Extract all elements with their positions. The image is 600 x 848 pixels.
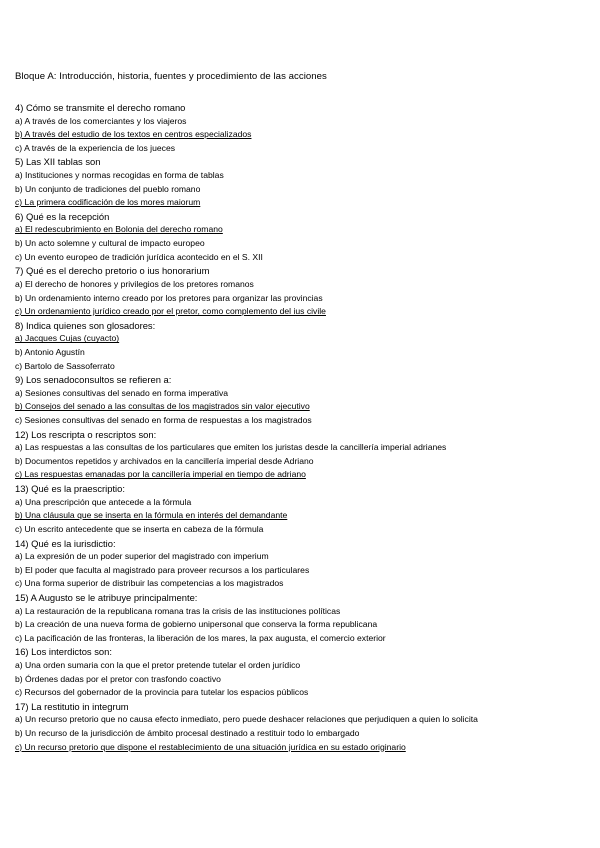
question-heading: 9) Los senadoconsultos se refieren a:: [15, 374, 172, 386]
answer-option-correct: a) Jacques Cujas (cuyacto): [15, 333, 120, 344]
answer-option: b) Documentos repetidos y archivados en la cancillería imperial desde Adriano: [15, 455, 314, 466]
answer-option: b) El poder que faculta al magistrado para proveer recursos a los particulares: [15, 564, 310, 575]
answer-option: a) Una orden sumaria con la que el pretor pretende tutelar el orden jurídico: [15, 659, 301, 670]
answer-option: a) Las respuestas a las consultas de los particulares que emiten los juristas desde la cancillería imperial adrianes: [15, 442, 447, 453]
answer-option: a) Instituciones y normas recogidas en forma de tablas: [15, 170, 224, 181]
question-heading: 5) Las XII tablas son: [15, 156, 101, 168]
answer-option-correct: b) Una cláusula que se inserta en la fórmula en interés del demandante: [15, 510, 288, 521]
question-heading: 4) Cómo se transmite el derecho romano: [15, 102, 186, 113]
question-heading: 13) Qué es la praescriptio:: [15, 483, 125, 495]
answer-option-correct: b) Consejos del senado a las consultas de los magistrados sin valor ejecutivo: [15, 401, 310, 412]
answer-option: a) Una prescripción que antecede a la fórmula: [15, 496, 192, 507]
answer-option: b) La creación de una nueva forma de gobierno unipersonal que conserva la forma republicana: [15, 619, 378, 630]
answer-option: a) La restauración de la republicana romana tras la crisis de las instituciones políticas: [15, 605, 341, 616]
answer-option-correct: a) El redescubrimiento en Bolonia del derecho romano: [15, 224, 223, 235]
question-heading: 15) A Augusto se le atribuye principalmente:: [15, 591, 198, 603]
document-title: Bloque A: Introducción, historia, fuentes y procedimiento de las acciones: [15, 71, 327, 82]
answer-option: c) Bartolo de Sassoferrato: [15, 360, 115, 371]
question-heading: 8) Indica quienes son glosadores:: [15, 319, 156, 331]
answer-option-correct: b) A través del estudio de los textos en centros especializados: [15, 129, 252, 140]
answer-option: c) Una forma superior de distribuir las competencias a los magistrados: [15, 578, 284, 589]
answer-option: a) Sesiones consultivas del senado en forma imperativa: [15, 387, 229, 398]
answer-option: b) Un acto solemne y cultural de impacto europeo: [15, 238, 205, 249]
answer-option-correct: c) Las respuestas emanadas por la cancillería imperial en tiempo de adriano: [15, 469, 306, 480]
answer-option: c) La pacificación de las fronteras, la liberación de los mares, la pax augusta, el comercio exterior: [15, 632, 386, 643]
answer-option: c) Sesiones consultivas del senado en forma de respuestas a los magistrados: [15, 415, 312, 426]
answer-option: b) Un recurso de la jurisdicción de ámbito procesal destinado a restituir todo lo embargado: [15, 728, 360, 739]
question-heading: 14) Qué es la iurisdictio:: [15, 537, 116, 549]
answer-option: c) Un escrito antecedente que se inserta en cabeza de la fórmula: [15, 523, 264, 534]
answer-option-correct: c) Un ordenamiento jurídico creado por el pretor, como complemento del ius civile: [15, 306, 326, 317]
answer-option-correct: c) La primera codificación de los mores maiorum: [15, 197, 201, 208]
question-heading: 7) Qué es el derecho pretorio o ius honorarium: [15, 265, 210, 277]
answer-option: b) Antonio Agustín: [15, 346, 85, 357]
answer-option: b) Órdenes dadas por el pretor con trasfondo coactivo: [15, 673, 221, 684]
answer-option: a) A través de los comerciantes y los viajeros: [15, 115, 187, 126]
answer-option: a) La expresión de un poder superior del magistrado con imperium: [15, 551, 269, 562]
question-heading: 12) Los rescripta o rescriptos son:: [15, 428, 157, 440]
answer-option: a) Un recurso pretorio que no causa efecto inmediato, pero puede deshacer relaciones que perjudiquen a quien lo solicita: [15, 714, 478, 725]
answer-option-correct: c) Un recurso pretorio que dispone el restablecimiento de una situación jurídica en su estado originario: [15, 741, 406, 752]
question-list: [15, 101, 595, 754]
question-heading: 17) La restitutio in integrum: [15, 700, 129, 712]
answer-option: c) Un evento europeo de tradición jurídica acontecido en el S. XII: [15, 251, 263, 262]
answer-option: b) Un ordenamiento interno creado por los pretores para organizar las provincias: [15, 292, 323, 303]
answer-option: c) Recursos del gobernador de la provincia para tutelar los espacios públicos: [15, 687, 309, 698]
question-heading: 16) Los interdictos son:: [15, 646, 112, 658]
answer-option: b) Un conjunto de tradiciones del pueblo romano: [15, 183, 201, 194]
answer-option: c) A través de la experiencia de los jueces: [15, 142, 176, 153]
question-heading: 6) Qué es la recepción: [15, 210, 110, 222]
answer-option: a) El derecho de honores y privilegios de los pretores romanos: [15, 278, 254, 289]
